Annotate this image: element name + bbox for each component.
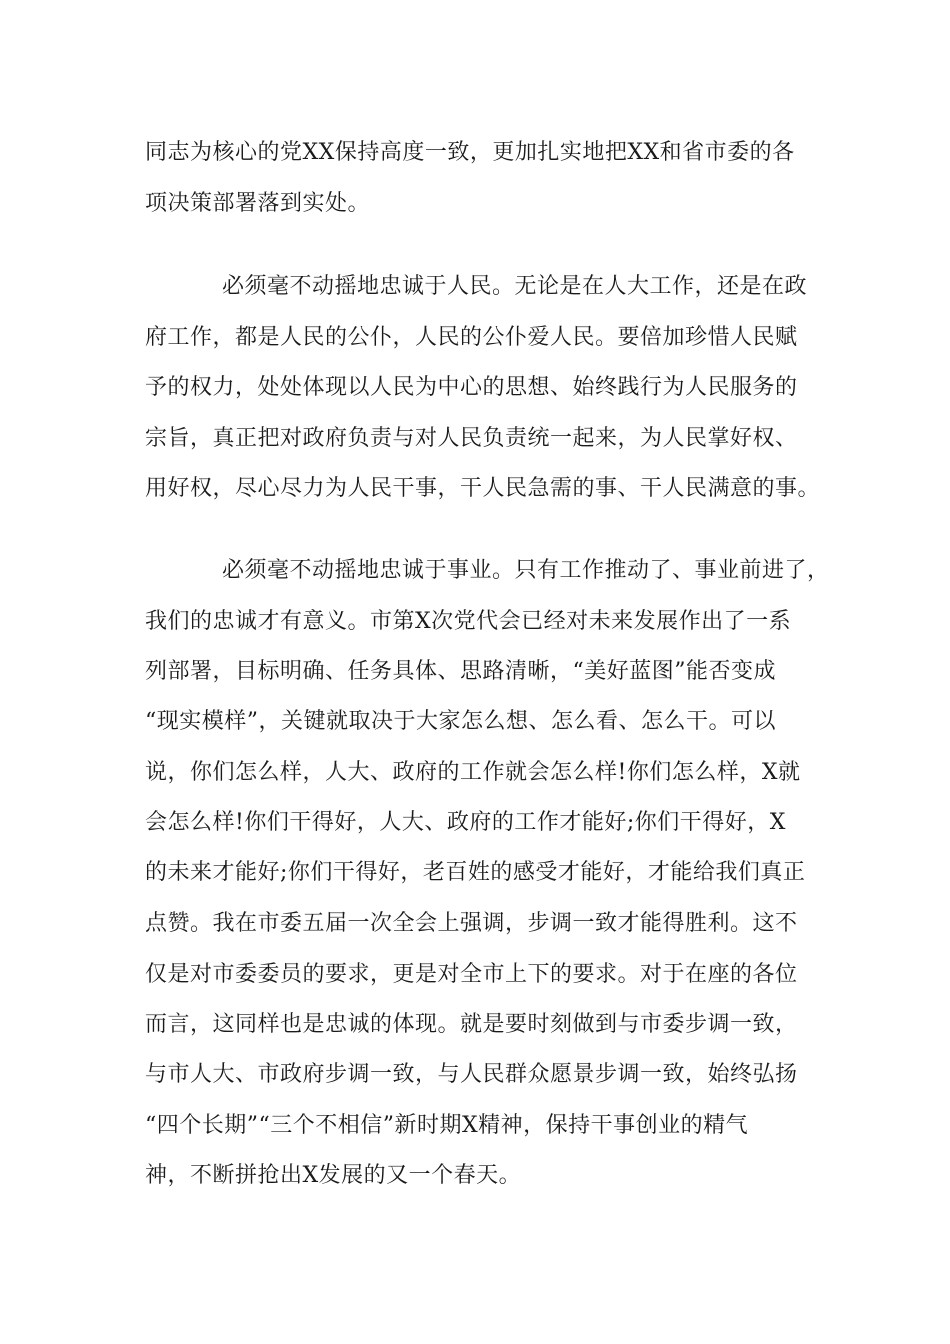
paragraph-2-line-1: 必须毫不动摇地忠诚于人民。无论是在人大工作，还是在政 bbox=[222, 274, 808, 299]
paragraph-1-line-2: 项决策部署落到实处。 bbox=[145, 191, 371, 216]
paragraph-3-line-7: 的未来才能好;你们干得好，老百姓的感受才能好，才能给我们真正 bbox=[145, 860, 806, 885]
paragraph-3-line-1: 必须毫不动摇地忠诚于事业。只有工作推动了、事业前进了， bbox=[222, 558, 830, 583]
paragraph-3-line-6: 会怎么样!你们干得好，人大、政府的工作才能好;你们干得好，X bbox=[145, 810, 786, 835]
paragraph-3-line-13: 神，不断拼抢出X发展的又一个春天。 bbox=[145, 1163, 522, 1188]
paragraph-3-line-2: 我们的忠诚才有意义。市第X次党代会已经对未来发展作出了一系 bbox=[145, 609, 792, 634]
paragraph-3-line-8: 点赞。我在市委五届一次全会上强调，步调一致才能得胜利。这不 bbox=[145, 911, 798, 936]
paragraph-2-line-5: 用好权，尽心尽力为人民干事，干人民急需的事、干人民满意的事。 bbox=[145, 476, 821, 501]
paragraph-3-line-12: “四个长期”“三个不相信”新时期X精神，保持干事创业的精气 bbox=[145, 1113, 749, 1138]
paragraph-1-line-1: 同志为核心的党XX保持高度一致，更加扎实地把XX和省市委的各 bbox=[145, 140, 795, 165]
paragraph-3-line-5: 说，你们怎么样，人大、政府的工作就会怎么样!你们怎么样，X就 bbox=[145, 760, 801, 785]
paragraph-3-line-11: 与市人大、市政府步调一致，与人民群众愿景步调一致，始终弘扬 bbox=[145, 1062, 798, 1087]
paragraph-2-line-3: 予的权力，处处体现以人民为中心的思想、始终践行为人民服务的 bbox=[145, 375, 798, 400]
paragraph-3-line-9: 仅是对市委委员的要求，更是对全市上下的要求。对于在座的各位 bbox=[145, 962, 798, 987]
paragraph-2-line-4: 宗旨，真正把对政府负责与对人民负责统一起来，为人民掌好权、 bbox=[145, 426, 798, 451]
paragraph-2-line-2: 府工作，都是人民的公仆，人民的公仆爱人民。要倍加珍惜人民赋 bbox=[145, 325, 798, 350]
paragraph-3-line-4: “现实模样”，关键就取决于大家怎么想、怎么看、怎么干。可以 bbox=[145, 709, 776, 734]
paragraph-3-line-3: 列部署，目标明确、任务具体、思路清晰，“美好蓝图”能否变成 bbox=[145, 659, 776, 684]
paragraph-3-line-10: 而言，这同样也是忠诚的体现。就是要时刻做到与市委步调一致， bbox=[145, 1012, 798, 1037]
